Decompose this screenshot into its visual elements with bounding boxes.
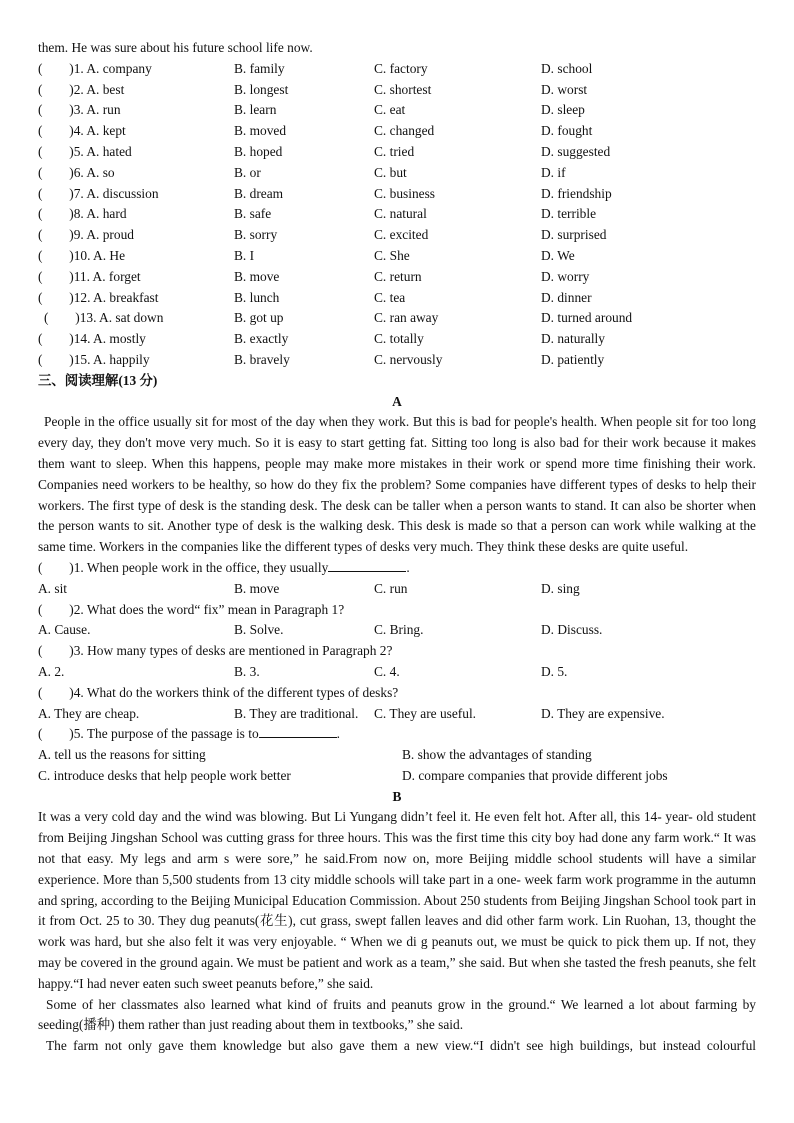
option-c[interactable]: C. business: [374, 185, 436, 201]
option-d[interactable]: D. surprised: [541, 227, 607, 243]
question-stem-text: ( )1. When people work in the office, they usually: [38, 559, 329, 575]
option-d[interactable]: D. compare companies that provide different jobs: [402, 767, 668, 783]
option-a[interactable]: ( )1. A. company: [38, 60, 152, 76]
option-d[interactable]: D. They are expensive.: [541, 705, 665, 721]
option-d[interactable]: D. worry: [541, 268, 590, 284]
option-c[interactable]: C. totally: [374, 331, 424, 347]
question-stem: [38, 558, 756, 579]
passage-a-text: People in the office usually sit for most of the day when they work. But this is bad for people's health. When people sit for too long every day, they don't move very much. So it is easy to start getting fat. Sitting too long is also bad for their work because it makes them want to sleep. When this happens, people may make more mistakes in their work or spend more time finishing their work. Companies need workers to be healthy, so how do they fix the problem? Some companies have different types of desks to help their workers. The first type of desk is the standing desk. The desk can be taller when a person wants to stand. It can also be shorter when the person wants to sit. Another type of desk is the walking desk. This desk is made so that a person can work while walking at the same time. Workers in the companies like the different types of desks very much. They think these desks are quite useful.: [38, 414, 756, 555]
option-a[interactable]: ( )4. A. kept: [38, 123, 126, 139]
option-c[interactable]: C. ran away: [374, 310, 439, 326]
cloze-question-row: [38, 204, 756, 225]
option-a[interactable]: ( )8. A. hard: [38, 206, 127, 222]
option-a[interactable]: ( )6. A. so: [38, 164, 115, 180]
option-a[interactable]: A. Cause.: [38, 622, 91, 638]
cloze-question-row: [38, 80, 756, 101]
option-a[interactable]: A. 2.: [38, 663, 65, 679]
option-b[interactable]: B. Solve.: [234, 622, 284, 638]
option-a[interactable]: A. sit: [38, 580, 68, 596]
question-stem-end: .: [336, 726, 341, 742]
cloze-question-row: [38, 288, 756, 309]
option-b[interactable]: B. show the advantages of standing: [402, 747, 592, 763]
option-c[interactable]: C. natural: [374, 206, 427, 222]
option-c[interactable]: C. factory: [374, 60, 428, 76]
option-c[interactable]: C. tried: [374, 143, 415, 159]
option-a[interactable]: A. They are cheap.: [38, 705, 140, 721]
question-stem-text: ( )3. How many types of desks are mentioned in Paragraph 2?: [38, 643, 393, 659]
option-c[interactable]: C. shortest: [374, 81, 432, 97]
option-b[interactable]: B. bravely: [234, 351, 290, 367]
option-c[interactable]: C. nervously: [374, 351, 443, 367]
option-a[interactable]: ( )15. A. happily: [38, 351, 150, 367]
option-a[interactable]: ( )10. A. He: [38, 247, 126, 263]
option-d[interactable]: D. sing: [541, 580, 580, 596]
passage-b-paragraph-3: The farm not only gave them knowledge but also gave them a new view.“I didn't see high buildings, but instead colourful: [46, 1038, 756, 1054]
option-c[interactable]: C. but: [374, 164, 407, 180]
option-b[interactable]: B. family: [234, 60, 285, 76]
option-a[interactable]: ( )3. A. run: [38, 102, 121, 118]
question-stem-text: ( )2. What does the word“ fix” mean in Paragraph 1?: [38, 601, 345, 617]
option-d[interactable]: D. if: [541, 164, 566, 180]
option-a[interactable]: ( )7. A. discussion: [38, 185, 159, 201]
option-c[interactable]: C. 4.: [374, 663, 400, 679]
option-c[interactable]: C. They are useful.: [374, 705, 477, 721]
option-c[interactable]: C. changed: [374, 123, 435, 139]
option-d[interactable]: D. school: [541, 60, 593, 76]
option-a[interactable]: ( )2. A. best: [38, 81, 125, 97]
option-d[interactable]: D. naturally: [541, 331, 605, 347]
cloze-question-row: [38, 163, 756, 184]
option-b[interactable]: B. safe: [234, 206, 272, 222]
option-b[interactable]: B. lunch: [234, 289, 280, 305]
cloze-question-row: [38, 100, 756, 121]
question-options-row: [38, 704, 756, 725]
option-d[interactable]: D. suggested: [541, 143, 611, 159]
option-b[interactable]: B. or: [234, 164, 261, 180]
option-d[interactable]: D. fought: [541, 123, 593, 139]
option-b[interactable]: B. longest: [234, 81, 289, 97]
question-stem-end: .: [406, 559, 410, 575]
passage-a-questions: [38, 558, 756, 724]
option-d[interactable]: D. sleep: [541, 102, 585, 118]
question-stem-text: ( )4. What do the workers think of the different types of desks?: [38, 684, 399, 700]
option-b[interactable]: B. I: [234, 247, 255, 263]
option-b[interactable]: B. dream: [234, 185, 284, 201]
question-stem: [38, 600, 756, 621]
passage-a-label: A: [392, 393, 402, 409]
option-b[interactable]: B. move: [234, 580, 280, 596]
question-stem: [38, 641, 756, 662]
option-b[interactable]: B. learn: [234, 102, 277, 118]
option-a[interactable]: A. tell us the reasons for sitting: [38, 747, 206, 763]
option-a[interactable]: ( )14. A. mostly: [38, 331, 146, 347]
question-options-row: [38, 662, 756, 683]
option-d[interactable]: D. patiently: [541, 351, 605, 367]
exam-page: [38, 38, 756, 1057]
section-title: 三、阅读理解(13 分): [38, 372, 158, 388]
option-d[interactable]: D. worst: [541, 81, 588, 97]
option-b[interactable]: B. move: [234, 268, 280, 284]
passage-b-paragraph-2: Some of her classmates also learned what kind of fruits and peanuts grow in the ground.“ We learned a lot about farming by seeding(播种) them rather than just reading about them in textbooks,” she said.: [38, 996, 756, 1033]
option-a[interactable]: ( )12. A. breakfast: [38, 289, 159, 305]
option-d[interactable]: D. friendship: [541, 185, 612, 201]
option-b[interactable]: B. They are traditional.: [234, 705, 359, 721]
question-a5-options-row-2: [38, 766, 756, 787]
cloze-question-row: [38, 121, 756, 142]
option-c[interactable]: C. run: [374, 580, 408, 596]
option-b[interactable]: B. exactly: [234, 331, 289, 347]
option-d[interactable]: D. turned around: [541, 310, 633, 326]
option-a[interactable]: ( )5. A. hated: [38, 143, 132, 159]
option-c[interactable]: C. tea: [374, 289, 406, 305]
option-b[interactable]: B. hoped: [234, 143, 283, 159]
option-d[interactable]: D. 5.: [541, 663, 568, 679]
intro-tail: them. He was sure about his future school life now.: [38, 40, 313, 55]
cloze-question-row: [38, 246, 756, 267]
option-d[interactable]: D. terrible: [541, 206, 597, 222]
option-b[interactable]: B. 3.: [234, 663, 260, 679]
option-c[interactable]: C. excited: [374, 227, 429, 243]
option-c[interactable]: C. return: [374, 268, 422, 284]
option-d[interactable]: D. dinner: [541, 289, 592, 305]
cloze-question-row: [38, 329, 756, 350]
question-options-row: [38, 620, 756, 641]
option-c[interactable]: C. eat: [374, 102, 406, 118]
question-a5-stem: [38, 724, 756, 745]
option-a[interactable]: ( )11. A. forget: [38, 268, 141, 284]
option-c[interactable]: C. She: [374, 247, 410, 263]
passage-b-paragraph-1: It was a very cold day and the wind was blowing. But Li Yungang didn’t feel it. He even felt hot. After all, this 14- year- old student from Beijing Jingshan School was cutting grass for three hours. This was the first time this city boy had done any farm work.“ It was not that easy. My legs and arm s were sore,” he said.From now on, more Beijing middle school students will have a similar experience. More than 5,500 students from 13 city middle schools will take part in a one- week farm work programme in the autumn and spring, according to the Beijing Municipal Education Commission. About 250 students from Beijing Jingshan School took part in it from Oct. 25 to 30. They dug peanuts(花生), cut grass, swept fallen leaves and did other farm work. Lin Ruohan, 13, thought the work was hard, but she also felt it was very enjoyable. “ When we di g peanuts out, we must be quick to pick them up. If not, they may be covered in the ground again. We must be patient and work as a team,” she said. But when she tasted the fresh peanuts, she felt happy.“I had never eaten such sweet peanuts before,” she said.: [38, 809, 756, 991]
option-d[interactable]: D. Discuss.: [541, 622, 603, 638]
cloze-question-row: [38, 267, 756, 288]
question-a5-options-row-1: [38, 745, 756, 766]
option-b[interactable]: B. moved: [234, 123, 287, 139]
question-stem-text: ( )5. The purpose of the passage is to: [38, 726, 259, 742]
option-c[interactable]: C. introduce desks that help people work better: [38, 767, 291, 783]
answer-blank[interactable]: [328, 558, 406, 572]
answer-blank[interactable]: [259, 724, 337, 738]
cloze-question-row: [38, 308, 756, 329]
cloze-question-row: [38, 142, 756, 163]
option-b[interactable]: B. got up: [234, 310, 284, 326]
question-options-row: [38, 579, 756, 600]
cloze-question-row: [38, 225, 756, 246]
question-stem: [38, 683, 756, 704]
option-c[interactable]: C. Bring.: [374, 622, 424, 638]
cloze-question-row: [38, 59, 756, 80]
cloze-question-row: [38, 350, 756, 371]
cloze-question-list: [38, 59, 756, 371]
option-a[interactable]: ( )9. A. proud: [38, 227, 134, 243]
cloze-question-row: [38, 184, 756, 205]
option-a[interactable]: ( )13. A. sat down: [44, 310, 164, 326]
passage-b-label: B: [392, 788, 402, 804]
option-b[interactable]: B. sorry: [234, 227, 278, 243]
option-d[interactable]: D. We: [541, 247, 575, 263]
